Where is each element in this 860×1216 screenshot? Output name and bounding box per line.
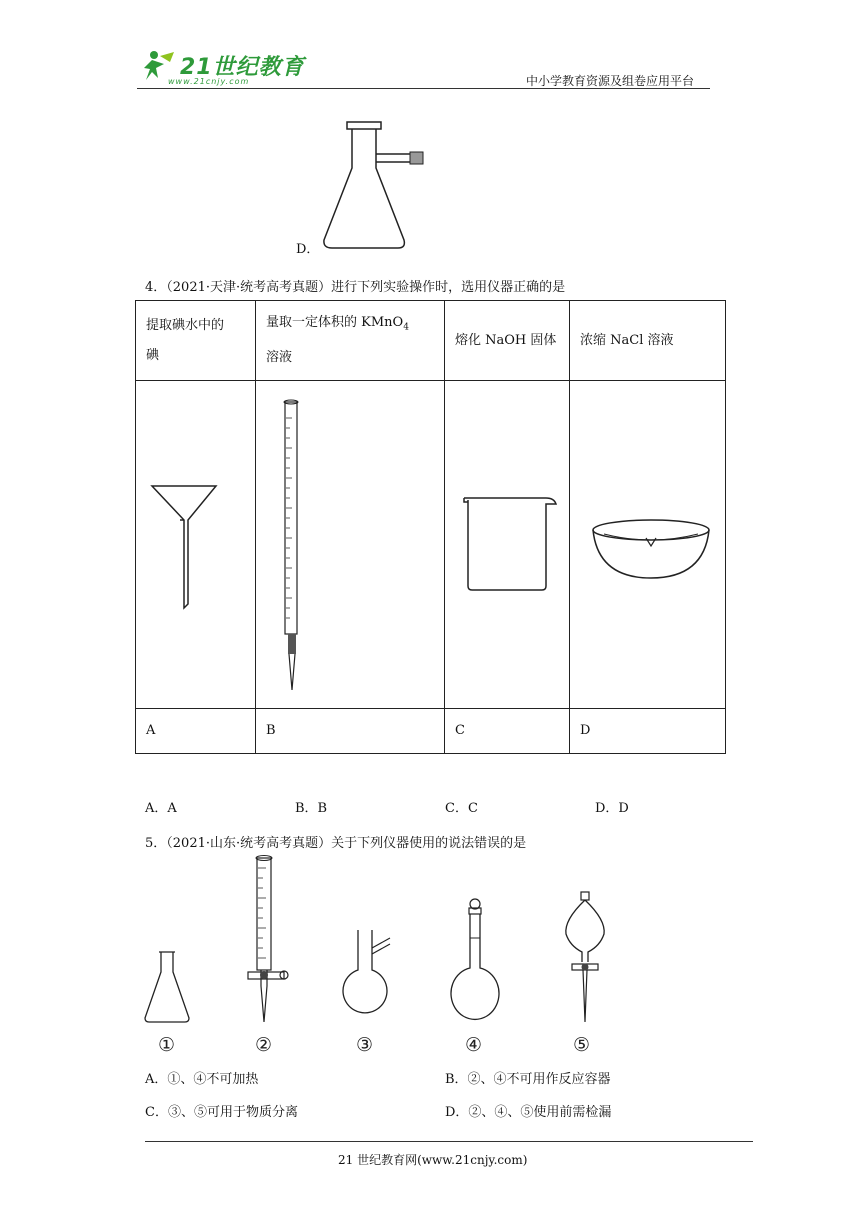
apparatus-number-1: ① [158, 1034, 176, 1056]
q5-stem: 5．（2021·山东·统考高考真题）关于下列仪器使用的说法错误的是 [145, 836, 527, 851]
header-cell-b: 量取一定体积的 KMnO$_4$ 溶液 [256, 301, 445, 381]
suction-flask-icon [320, 120, 430, 252]
table-header-row [136, 301, 726, 381]
q5-option-d[interactable]: D．②、④、⑤使用前需检漏 [445, 1105, 612, 1120]
apparatus-number-4: ④ [465, 1034, 483, 1056]
q3-option-d-label: D． [296, 242, 320, 257]
label-cell-c: C [445, 709, 570, 754]
q4-option-d[interactable]: D．D [595, 801, 629, 816]
header-cell-a: 提取碘水中的 碘 [136, 301, 256, 381]
apparatus-number-3: ③ [356, 1034, 374, 1056]
q5-option-b[interactable]: B．②、④不可用作反应容器 [445, 1072, 611, 1087]
logo-url-text: www.21cnjy.com [168, 77, 250, 86]
header-cell-c: 熔化 NaOH 固体 [445, 301, 570, 381]
label-cell-a: A [136, 709, 256, 754]
q5-option-c[interactable]: C．③、⑤可用于物质分离 [145, 1105, 298, 1120]
stopcock-burette-icon [244, 856, 294, 1026]
q4-option-c[interactable]: C．C [445, 801, 478, 816]
q4-stem: 4．（2021·天津·统考高考真题）进行下列实验操作时，选用仪器正确的是 [145, 280, 566, 295]
conical-flask-icon [143, 950, 193, 1024]
footer-text[interactable]: 21 世纪教育网(www.21cnjy.com) [338, 1153, 528, 1167]
funnel-icon [150, 484, 220, 610]
site-logo [140, 44, 310, 88]
apparatus-number-5: ⑤ [573, 1034, 591, 1056]
separatory-funnel-icon [560, 890, 610, 1026]
header-divider [137, 88, 710, 89]
label-cell-d: D [570, 709, 726, 754]
table-label-row [136, 709, 726, 754]
logo-main-text: 21世纪教育 [180, 55, 305, 80]
label-cell-b: B [256, 709, 445, 754]
distillation-flask-icon [340, 928, 396, 1024]
header-cell-d: 浓缩 NaCl 溶液 [570, 301, 726, 381]
evaporating-dish-icon [590, 516, 712, 582]
q5-option-a[interactable]: A．①、④不可加热 [145, 1072, 259, 1087]
q4-option-a[interactable]: A．A [145, 801, 177, 816]
beaker-icon [462, 494, 560, 594]
apparatus-number-2: ② [255, 1034, 273, 1056]
volumetric-flask-icon [447, 898, 503, 1024]
burette-icon [280, 398, 306, 692]
platform-name: 中小学教育资源及组卷应用平台 [526, 74, 695, 88]
q4-option-b[interactable]: B．B [295, 801, 328, 816]
footer-divider [145, 1141, 753, 1142]
